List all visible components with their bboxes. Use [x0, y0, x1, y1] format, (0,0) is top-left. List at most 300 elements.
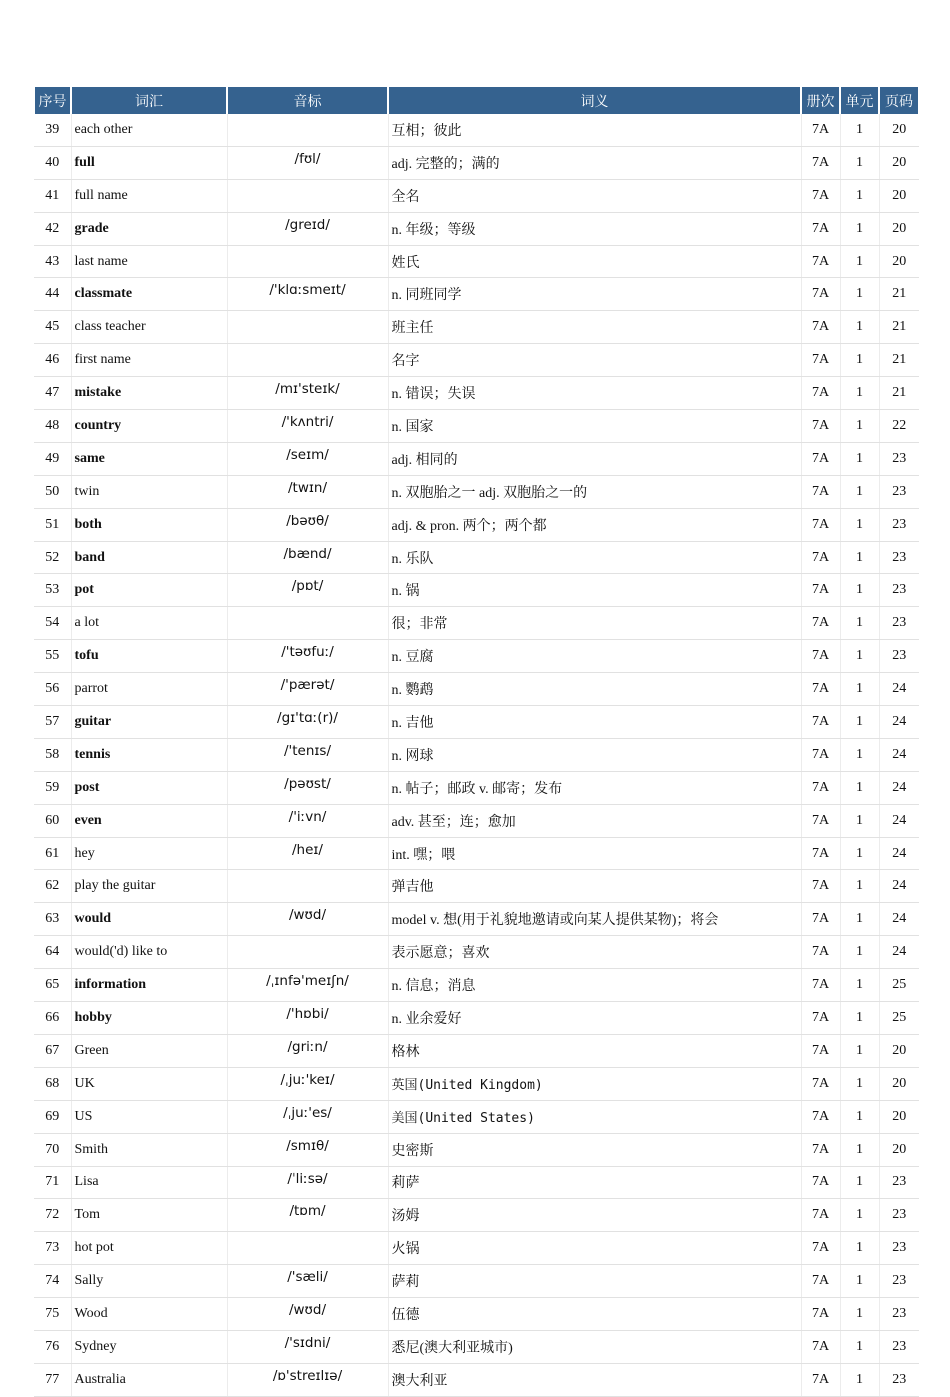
- table-row: [34, 1034, 919, 1067]
- table-body: [34, 114, 919, 1396]
- cell-volume: 7A: [801, 1265, 840, 1298]
- cell-volume: 7A: [801, 1199, 840, 1232]
- cell-index: 59: [34, 771, 71, 804]
- cell-phonetic: /'tenɪs/: [227, 738, 388, 771]
- table-row: [34, 1133, 919, 1166]
- table-row: [34, 1199, 919, 1232]
- cell-meaning: 悉尼(澳大利亚城市): [388, 1330, 801, 1363]
- cell-phonetic: /ˌɪnfə'meɪʃn/: [227, 969, 388, 1002]
- cell-index: 51: [34, 508, 71, 541]
- cell-index: 61: [34, 837, 71, 870]
- cell-meaning: n. 帖子；邮政 v. 邮寄；发布: [388, 771, 801, 804]
- cell-page: 22: [879, 410, 919, 443]
- cell-word: Wood: [71, 1298, 227, 1331]
- table-row: [34, 541, 919, 574]
- cell-phonetic: /gɪ'tɑː(r)/: [227, 706, 388, 739]
- cell-meaning: n. 同班同学: [388, 278, 801, 311]
- cell-phonetic: /'sɪdni/: [227, 1330, 388, 1363]
- cell-page: 25: [879, 969, 919, 1002]
- cell-unit: 1: [840, 278, 879, 311]
- cell-page: 20: [879, 212, 919, 245]
- cell-page: 20: [879, 245, 919, 278]
- cell-meaning: 名字: [388, 344, 801, 377]
- cell-index: 63: [34, 903, 71, 936]
- cell-volume: 7A: [801, 278, 840, 311]
- cell-index: 48: [34, 410, 71, 443]
- cell-volume: 7A: [801, 508, 840, 541]
- cell-word: Australia: [71, 1363, 227, 1396]
- cell-meaning: n. 业余爱好: [388, 1002, 801, 1035]
- cell-phonetic: /'iːvn/: [227, 804, 388, 837]
- cell-word: would('d) like to: [71, 936, 227, 969]
- cell-volume: 7A: [801, 1363, 840, 1396]
- cell-page: 24: [879, 738, 919, 771]
- cell-page: 20: [879, 114, 919, 146]
- cell-index: 75: [34, 1298, 71, 1331]
- cell-word: last name: [71, 245, 227, 278]
- cell-phonetic: /fʊl/: [227, 146, 388, 179]
- cell-volume: 7A: [801, 541, 840, 574]
- cell-index: 40: [34, 146, 71, 179]
- cell-meaning: 莉萨: [388, 1166, 801, 1199]
- cell-meaning: n. 鹦鹉: [388, 673, 801, 706]
- table-row: [34, 1330, 919, 1363]
- cell-volume: 7A: [801, 377, 840, 410]
- cell-meaning: 伍德: [388, 1298, 801, 1331]
- cell-phonetic: /'pærət/: [227, 673, 388, 706]
- cell-word: Green: [71, 1034, 227, 1067]
- cell-phonetic: /mɪ'steɪk/: [227, 377, 388, 410]
- cell-meaning: 很；非常: [388, 607, 801, 640]
- table-header: [34, 87, 919, 114]
- table-row: [34, 377, 919, 410]
- cell-volume: 7A: [801, 771, 840, 804]
- cell-meaning: 火锅: [388, 1232, 801, 1265]
- cell-index: 47: [34, 377, 71, 410]
- cell-volume: 7A: [801, 574, 840, 607]
- cell-page: 25: [879, 1002, 919, 1035]
- cell-page: 23: [879, 607, 919, 640]
- cell-volume: 7A: [801, 114, 840, 146]
- cell-unit: 1: [840, 245, 879, 278]
- cell-unit: 1: [840, 1363, 879, 1396]
- cell-phonetic: /ˌjuː'keɪ/: [227, 1067, 388, 1100]
- cell-unit: 1: [840, 903, 879, 936]
- cell-page: 24: [879, 936, 919, 969]
- cell-word: class teacher: [71, 311, 227, 344]
- cell-volume: 7A: [801, 245, 840, 278]
- cell-unit: 1: [840, 1133, 879, 1166]
- cell-page: 20: [879, 1100, 919, 1133]
- cell-word: grade: [71, 212, 227, 245]
- cell-meaning: n. 豆腐: [388, 640, 801, 673]
- cell-word: country: [71, 410, 227, 443]
- cell-unit: 1: [840, 1298, 879, 1331]
- cell-index: 68: [34, 1067, 71, 1100]
- cell-page: 21: [879, 377, 919, 410]
- table-row: [34, 442, 919, 475]
- cell-phonetic: /ˌjuː'es/: [227, 1100, 388, 1133]
- table-row: [34, 640, 919, 673]
- cell-index: 72: [34, 1199, 71, 1232]
- cell-word: Sally: [71, 1265, 227, 1298]
- cell-index: 73: [34, 1232, 71, 1265]
- header-index: 序号: [34, 87, 71, 114]
- cell-volume: 7A: [801, 410, 840, 443]
- table-row: [34, 1002, 919, 1035]
- cell-phonetic: /pəʊst/: [227, 771, 388, 804]
- cell-page: 23: [879, 640, 919, 673]
- cell-phonetic: /bænd/: [227, 541, 388, 574]
- header-unit: 单元: [840, 87, 879, 114]
- cell-index: 55: [34, 640, 71, 673]
- cell-phonetic: /heɪ/: [227, 837, 388, 870]
- cell-index: 66: [34, 1002, 71, 1035]
- cell-page: 23: [879, 1166, 919, 1199]
- cell-unit: 1: [840, 212, 879, 245]
- cell-index: 39: [34, 114, 71, 146]
- cell-volume: 7A: [801, 1002, 840, 1035]
- table-row: [34, 1298, 919, 1331]
- cell-phonetic: [227, 607, 388, 640]
- cell-word: full name: [71, 179, 227, 212]
- cell-meaning: n. 国家: [388, 410, 801, 443]
- cell-unit: 1: [840, 837, 879, 870]
- cell-meaning: n. 乐队: [388, 541, 801, 574]
- cell-page: 24: [879, 870, 919, 903]
- cell-word: both: [71, 508, 227, 541]
- cell-index: 69: [34, 1100, 71, 1133]
- table-row: [34, 1166, 919, 1199]
- cell-page: 24: [879, 673, 919, 706]
- cell-phonetic: /smɪθ/: [227, 1133, 388, 1166]
- cell-unit: 1: [840, 771, 879, 804]
- cell-unit: 1: [840, 870, 879, 903]
- cell-index: 64: [34, 936, 71, 969]
- cell-volume: 7A: [801, 311, 840, 344]
- cell-volume: 7A: [801, 1100, 840, 1133]
- cell-word: would: [71, 903, 227, 936]
- cell-volume: 7A: [801, 837, 840, 870]
- cell-unit: 1: [840, 607, 879, 640]
- cell-meaning: int. 嘿；喂: [388, 837, 801, 870]
- table-row: [34, 410, 919, 443]
- cell-page: 21: [879, 278, 919, 311]
- cell-page: 23: [879, 1232, 919, 1265]
- cell-word: same: [71, 442, 227, 475]
- cell-word: US: [71, 1100, 227, 1133]
- cell-index: 44: [34, 278, 71, 311]
- cell-unit: 1: [840, 738, 879, 771]
- cell-unit: 1: [840, 804, 879, 837]
- cell-phonetic: /ɒ'streɪlɪə/: [227, 1363, 388, 1396]
- cell-word: a lot: [71, 607, 227, 640]
- cell-index: 42: [34, 212, 71, 245]
- cell-meaning: adv. 甚至；连；愈加: [388, 804, 801, 837]
- cell-unit: 1: [840, 344, 879, 377]
- cell-phonetic: [227, 114, 388, 146]
- cell-meaning: 格林: [388, 1034, 801, 1067]
- cell-word: post: [71, 771, 227, 804]
- cell-meaning: 汤姆: [388, 1199, 801, 1232]
- cell-index: 74: [34, 1265, 71, 1298]
- cell-word: hey: [71, 837, 227, 870]
- header-word: 词汇: [71, 87, 227, 114]
- cell-index: 46: [34, 344, 71, 377]
- cell-meaning: n. 吉他: [388, 706, 801, 739]
- cell-index: 58: [34, 738, 71, 771]
- cell-meaning: n. 锅: [388, 574, 801, 607]
- cell-meaning: [388, 1100, 801, 1133]
- table-row: [34, 114, 919, 146]
- cell-word: pot: [71, 574, 227, 607]
- table-row: [34, 969, 919, 1002]
- cell-word: first name: [71, 344, 227, 377]
- cell-word: tennis: [71, 738, 227, 771]
- cell-page: 24: [879, 706, 919, 739]
- table-row: [34, 1100, 919, 1133]
- cell-phonetic: [227, 936, 388, 969]
- cell-volume: 7A: [801, 738, 840, 771]
- cell-word: Smith: [71, 1133, 227, 1166]
- cell-phonetic: /twɪn/: [227, 475, 388, 508]
- vocabulary-sheet: [33, 87, 918, 1397]
- cell-volume: 7A: [801, 1067, 840, 1100]
- cell-phonetic: /'təʊfuː/: [227, 640, 388, 673]
- cell-volume: 7A: [801, 1166, 840, 1199]
- cell-unit: 1: [840, 1166, 879, 1199]
- table-row: [34, 311, 919, 344]
- cell-word: classmate: [71, 278, 227, 311]
- cell-volume: 7A: [801, 804, 840, 837]
- vocabulary-table: [33, 87, 920, 1397]
- cell-volume: 7A: [801, 1034, 840, 1067]
- cell-page: 23: [879, 541, 919, 574]
- cell-page: 20: [879, 1133, 919, 1166]
- cell-index: 49: [34, 442, 71, 475]
- cell-unit: 1: [840, 1330, 879, 1363]
- cell-index: 62: [34, 870, 71, 903]
- cell-meaning: adj. & pron. 两个；两个都: [388, 508, 801, 541]
- cell-unit: 1: [840, 114, 879, 146]
- cell-unit: 1: [840, 1199, 879, 1232]
- table-row: [34, 1232, 919, 1265]
- table-row: [34, 607, 919, 640]
- cell-page: 24: [879, 804, 919, 837]
- cell-unit: 1: [840, 377, 879, 410]
- table-row: [34, 936, 919, 969]
- cell-page: 24: [879, 771, 919, 804]
- cell-page: 23: [879, 508, 919, 541]
- cell-page: 23: [879, 574, 919, 607]
- cell-index: 57: [34, 706, 71, 739]
- cell-word: guitar: [71, 706, 227, 739]
- table-row: [34, 245, 919, 278]
- table-row: [34, 804, 919, 837]
- cell-phonetic: [227, 870, 388, 903]
- cell-word: band: [71, 541, 227, 574]
- cell-page: 23: [879, 475, 919, 508]
- cell-index: 45: [34, 311, 71, 344]
- cell-index: 76: [34, 1330, 71, 1363]
- cell-unit: 1: [840, 146, 879, 179]
- table-row: [34, 475, 919, 508]
- cell-index: 71: [34, 1166, 71, 1199]
- cell-page: 21: [879, 344, 919, 377]
- cell-unit: 1: [840, 508, 879, 541]
- cell-phonetic: /'kʌntri/: [227, 410, 388, 443]
- cell-volume: 7A: [801, 706, 840, 739]
- cell-index: 70: [34, 1133, 71, 1166]
- cell-index: 65: [34, 969, 71, 1002]
- cell-meaning: n. 错误；失误: [388, 377, 801, 410]
- cell-unit: 1: [840, 574, 879, 607]
- cell-page: 23: [879, 1363, 919, 1396]
- cell-meaning: 萨莉: [388, 1265, 801, 1298]
- cell-phonetic: [227, 344, 388, 377]
- meaning-text: 美国(United States): [391, 1110, 535, 1126]
- table-row: [34, 146, 919, 179]
- cell-volume: 7A: [801, 969, 840, 1002]
- cell-volume: 7A: [801, 1330, 840, 1363]
- cell-volume: 7A: [801, 607, 840, 640]
- cell-phonetic: /'sæli/: [227, 1265, 388, 1298]
- cell-meaning: model v. 想(用于礼貌地邀请或向某人提供某物)；将会: [388, 903, 801, 936]
- cell-word: mistake: [71, 377, 227, 410]
- cell-phonetic: /bəʊθ/: [227, 508, 388, 541]
- cell-volume: 7A: [801, 1298, 840, 1331]
- cell-phonetic: /ˈliːsə/: [227, 1166, 388, 1199]
- cell-unit: 1: [840, 475, 879, 508]
- table-row: [34, 771, 919, 804]
- cell-volume: 7A: [801, 870, 840, 903]
- cell-page: 20: [879, 179, 919, 212]
- table-row: [34, 212, 919, 245]
- cell-word: Sydney: [71, 1330, 227, 1363]
- cell-unit: 1: [840, 936, 879, 969]
- cell-meaning: [388, 1067, 801, 1100]
- cell-unit: 1: [840, 969, 879, 1002]
- header-meaning: 词义: [388, 87, 801, 114]
- header-row: [34, 87, 919, 114]
- cell-volume: 7A: [801, 936, 840, 969]
- cell-phonetic: /seɪm/: [227, 442, 388, 475]
- cell-word: parrot: [71, 673, 227, 706]
- cell-page: 24: [879, 903, 919, 936]
- header-volume: 册次: [801, 87, 840, 114]
- cell-volume: 7A: [801, 640, 840, 673]
- cell-meaning: 姓氏: [388, 245, 801, 278]
- cell-index: 67: [34, 1034, 71, 1067]
- cell-index: 50: [34, 475, 71, 508]
- cell-volume: 7A: [801, 1232, 840, 1265]
- cell-unit: 1: [840, 1067, 879, 1100]
- cell-unit: 1: [840, 1002, 879, 1035]
- cell-meaning: n. 年级；等级: [388, 212, 801, 245]
- cell-word: Lisa: [71, 1166, 227, 1199]
- table-row: [34, 738, 919, 771]
- cell-volume: 7A: [801, 179, 840, 212]
- header-phonetic: 音标: [227, 87, 388, 114]
- cell-meaning: n. 信息；消息: [388, 969, 801, 1002]
- cell-phonetic: /wʊd/: [227, 1298, 388, 1331]
- table-row: [34, 1265, 919, 1298]
- cell-page: 24: [879, 837, 919, 870]
- cell-page: 21: [879, 311, 919, 344]
- cell-word: twin: [71, 475, 227, 508]
- cell-unit: 1: [840, 1232, 879, 1265]
- cell-index: 53: [34, 574, 71, 607]
- cell-phonetic: /'hɒbi/: [227, 1002, 388, 1035]
- meaning-text: 英国(United Kingdom): [391, 1077, 543, 1093]
- cell-phonetic: [227, 245, 388, 278]
- cell-word: UK: [71, 1067, 227, 1100]
- cell-word: tofu: [71, 640, 227, 673]
- cell-unit: 1: [840, 1034, 879, 1067]
- table-row: [34, 344, 919, 377]
- cell-unit: 1: [840, 640, 879, 673]
- cell-meaning: 弹吉他: [388, 870, 801, 903]
- cell-page: 23: [879, 1330, 919, 1363]
- cell-phonetic: [227, 311, 388, 344]
- cell-volume: 7A: [801, 146, 840, 179]
- cell-word: information: [71, 969, 227, 1002]
- cell-meaning: adj. 完整的；满的: [388, 146, 801, 179]
- cell-page: 20: [879, 146, 919, 179]
- cell-unit: 1: [840, 706, 879, 739]
- cell-index: 52: [34, 541, 71, 574]
- cell-index: 43: [34, 245, 71, 278]
- table-row: [34, 179, 919, 212]
- cell-unit: 1: [840, 1265, 879, 1298]
- cell-volume: 7A: [801, 903, 840, 936]
- cell-meaning: n. 双胞胎之一 adj. 双胞胎之一的: [388, 475, 801, 508]
- cell-phonetic: /wʊd/: [227, 903, 388, 936]
- cell-word: hobby: [71, 1002, 227, 1035]
- cell-index: 77: [34, 1363, 71, 1396]
- cell-meaning: 表示愿意；喜欢: [388, 936, 801, 969]
- cell-unit: 1: [840, 1100, 879, 1133]
- cell-unit: 1: [840, 541, 879, 574]
- cell-unit: 1: [840, 410, 879, 443]
- table-row: [34, 1363, 919, 1396]
- cell-volume: 7A: [801, 344, 840, 377]
- cell-phonetic: /pɒt/: [227, 574, 388, 607]
- cell-phonetic: /griːn/: [227, 1034, 388, 1067]
- cell-index: 54: [34, 607, 71, 640]
- cell-word: Tom: [71, 1199, 227, 1232]
- cell-phonetic: /tɒm/: [227, 1199, 388, 1232]
- cell-meaning: 史密斯: [388, 1133, 801, 1166]
- cell-word: play the guitar: [71, 870, 227, 903]
- cell-index: 60: [34, 804, 71, 837]
- cell-page: 20: [879, 1034, 919, 1067]
- cell-meaning: 全名: [388, 179, 801, 212]
- cell-word: each other: [71, 114, 227, 146]
- cell-meaning: 互相；彼此: [388, 114, 801, 146]
- cell-volume: 7A: [801, 673, 840, 706]
- cell-phonetic: /greɪd/: [227, 212, 388, 245]
- table-row: [34, 870, 919, 903]
- table-row: [34, 278, 919, 311]
- cell-phonetic: /'klɑːsmeɪt/: [227, 278, 388, 311]
- cell-volume: 7A: [801, 442, 840, 475]
- cell-phonetic: [227, 179, 388, 212]
- cell-meaning: 澳大利亚: [388, 1363, 801, 1396]
- cell-page: 20: [879, 1067, 919, 1100]
- cell-unit: 1: [840, 311, 879, 344]
- table-row: [34, 706, 919, 739]
